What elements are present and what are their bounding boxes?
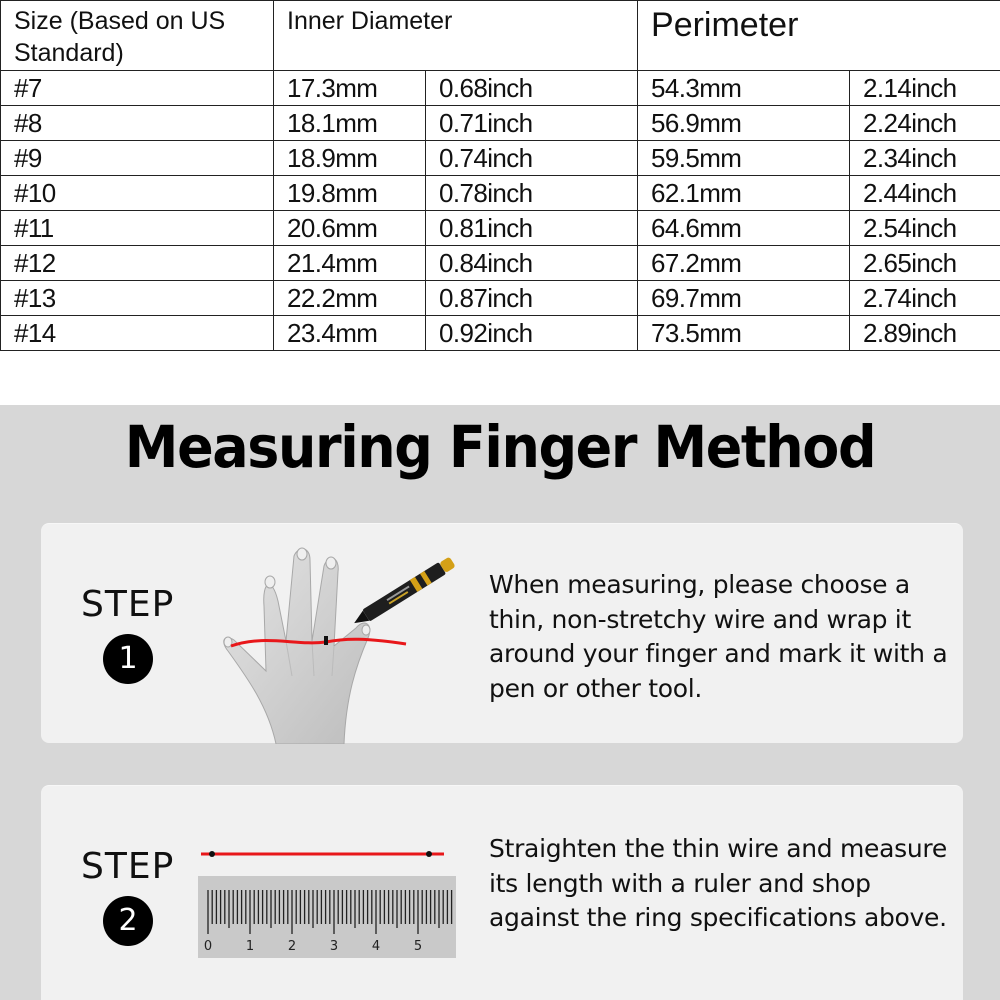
perimeter-inch-cell: 2.24inch bbox=[850, 106, 1000, 141]
hand-with-wire-illustration bbox=[206, 546, 476, 744]
marker-pen-icon bbox=[350, 556, 456, 629]
step-number-badge: 1 bbox=[103, 634, 153, 684]
step-label: STEP bbox=[81, 846, 175, 887]
inner-diameter-mm-cell: 19.8mm bbox=[274, 176, 426, 211]
inner-diameter-mm-cell: 18.1mm bbox=[274, 106, 426, 141]
table-row bbox=[1, 281, 1000, 316]
ring-size-table bbox=[0, 0, 1000, 351]
perimeter-mm-cell: 64.6mm bbox=[638, 211, 850, 246]
step-card-1 bbox=[41, 523, 963, 743]
ruler-tick-label: 0 bbox=[203, 939, 213, 954]
hand-icon bbox=[224, 548, 370, 744]
step-description: Straighten the thin wire and measure its length with a ruler and shop against the ring specifications above. bbox=[489, 834, 947, 932]
section-title: Measuring Finger Method bbox=[124, 413, 876, 481]
step-label: STEP bbox=[81, 584, 175, 625]
table-header-row bbox=[1, 1, 1000, 71]
inner-diameter-inch-cell: 0.87inch bbox=[426, 281, 638, 316]
size-cell: #9 bbox=[1, 141, 274, 176]
ruler-tick-label: 3 bbox=[329, 939, 339, 954]
table-row bbox=[1, 141, 1000, 176]
wire-ruler-illustration bbox=[196, 836, 461, 966]
perimeter-mm-cell: 62.1mm bbox=[638, 176, 850, 211]
perimeter-inch-cell: 2.65inch bbox=[850, 246, 1000, 281]
ruler-tick-label: 2 bbox=[287, 939, 297, 954]
step-number-badge: 2 bbox=[103, 896, 153, 946]
table-row bbox=[1, 71, 1000, 106]
header-inner-diameter: Inner Diameter bbox=[274, 1, 638, 71]
inner-diameter-mm-cell: 21.4mm bbox=[274, 246, 426, 281]
perimeter-inch-cell: 2.14inch bbox=[850, 71, 1000, 106]
inner-diameter-mm-cell: 20.6mm bbox=[274, 211, 426, 246]
inner-diameter-inch-cell: 0.84inch bbox=[426, 246, 638, 281]
perimeter-inch-cell: 2.89inch bbox=[850, 316, 1000, 351]
size-cell: #13 bbox=[1, 281, 274, 316]
ruler-tick-label: 5 bbox=[413, 939, 423, 954]
measuring-method-section bbox=[0, 405, 1000, 1000]
header-perimeter: Perimeter bbox=[638, 1, 1000, 71]
size-cell: #11 bbox=[1, 211, 274, 246]
table-row bbox=[1, 106, 1000, 141]
inner-diameter-inch-cell: 0.74inch bbox=[426, 141, 638, 176]
header-size: Size (Based on US Standard) bbox=[1, 1, 274, 71]
perimeter-mm-cell: 54.3mm bbox=[638, 71, 850, 106]
step-description: When measuring, please choose a thin, non-stretchy wire and wrap it around your finger and mark it with a pen or other tool. bbox=[489, 570, 948, 703]
step-card-2 bbox=[41, 785, 963, 1000]
table-row bbox=[1, 211, 1000, 246]
inner-diameter-mm-cell: 18.9mm bbox=[274, 141, 426, 176]
perimeter-mm-cell: 67.2mm bbox=[638, 246, 850, 281]
ruler-tick-label: 4 bbox=[371, 939, 381, 954]
perimeter-mm-cell: 56.9mm bbox=[638, 106, 850, 141]
size-cell: #14 bbox=[1, 316, 274, 351]
size-cell: #7 bbox=[1, 71, 274, 106]
size-cell: #12 bbox=[1, 246, 274, 281]
ruler-icon bbox=[198, 876, 456, 958]
inner-diameter-mm-cell: 22.2mm bbox=[274, 281, 426, 316]
inner-diameter-inch-cell: 0.71inch bbox=[426, 106, 638, 141]
inner-diameter-mm-cell: 23.4mm bbox=[274, 316, 426, 351]
inner-diameter-inch-cell: 0.92inch bbox=[426, 316, 638, 351]
inner-diameter-inch-cell: 0.78inch bbox=[426, 176, 638, 211]
perimeter-mm-cell: 59.5mm bbox=[638, 141, 850, 176]
perimeter-inch-cell: 2.44inch bbox=[850, 176, 1000, 211]
perimeter-inch-cell: 2.34inch bbox=[850, 141, 1000, 176]
inner-diameter-mm-cell: 17.3mm bbox=[274, 71, 426, 106]
size-cell: #8 bbox=[1, 106, 274, 141]
ruler-tick-label: 1 bbox=[245, 939, 255, 954]
table-row bbox=[1, 246, 1000, 281]
inner-diameter-inch-cell: 0.81inch bbox=[426, 211, 638, 246]
perimeter-inch-cell: 2.74inch bbox=[850, 281, 1000, 316]
table-row bbox=[1, 176, 1000, 211]
inner-diameter-inch-cell: 0.68inch bbox=[426, 71, 638, 106]
table-row bbox=[1, 316, 1000, 351]
perimeter-mm-cell: 69.7mm bbox=[638, 281, 850, 316]
perimeter-inch-cell: 2.54inch bbox=[850, 211, 1000, 246]
perimeter-mm-cell: 73.5mm bbox=[638, 316, 850, 351]
size-cell: #10 bbox=[1, 176, 274, 211]
